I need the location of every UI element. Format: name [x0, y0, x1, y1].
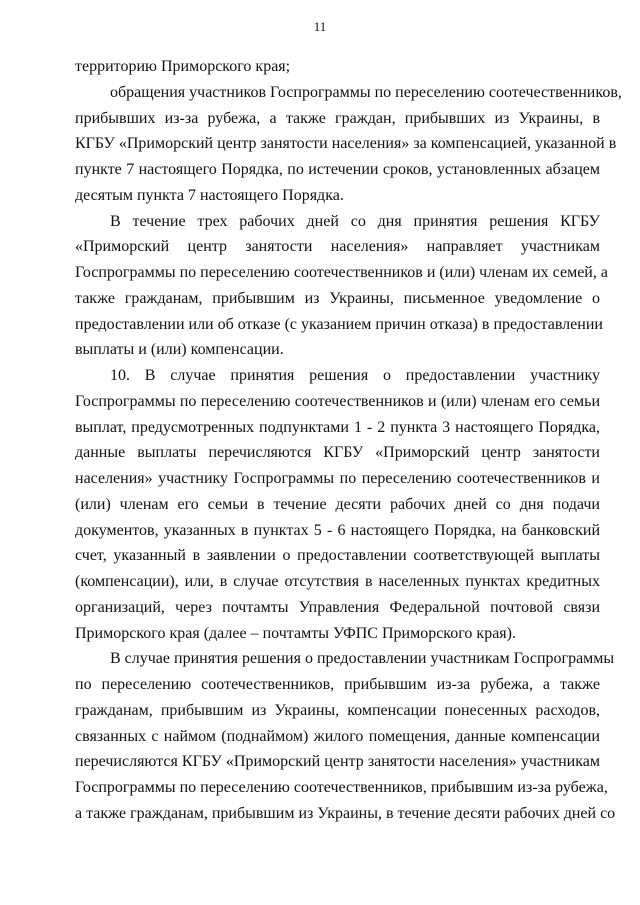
text-line: прибывших из-за рубежа, а также граждан, прибывших из Украины, в [75, 109, 600, 127]
text-line: населения» участнику Госпрограммы по переселению соотечественников и [75, 470, 600, 487]
text-line: (компенсации), или, в случае отсутствия в населенных пунктах кредитных [75, 573, 600, 590]
text-line: данные выплаты перечисляются КГБУ «Приморский центр занятости [75, 444, 600, 462]
text-line: а также гражданам, прибывшим из Украины, в течение десяти рабочих дней со [75, 804, 616, 822]
text-line: гражданам, прибывшим из Украины, компенсации понесенных расходов, [75, 701, 600, 719]
text-line: Госпрограммы по переселению соотечественников, прибывшим из-за рубежа, [75, 779, 608, 796]
text-line: организаций, через почтамты Управления Федеральной почтовой связи [75, 598, 600, 616]
paragraph [75, 80, 622, 209]
text-line: пункте 7 настоящего Порядка, по истечении сроков, установленных абзацем [75, 161, 600, 178]
text-line: перечисляются КГБУ «Приморский центр занятости населения» участникам [75, 753, 600, 771]
text-line: В течение трех рабочих дней со дня принятия решения КГБУ [110, 212, 600, 230]
text-line: В случае принятия решения о предоставлении участникам Госпрограммы [110, 650, 615, 668]
paragraph [75, 209, 608, 364]
text-line: КГБУ «Приморский центр занятости населения» за компенсацией, указанной в [75, 135, 617, 153]
text-line: по переселению соотечественников, прибывшим из-за рубежа, а также [75, 676, 600, 693]
text-line: «Приморский центр занятости населения» направляет участникам [75, 238, 600, 256]
text-line: Госпрограммы по переселению соотечественников и (или) членам его семьи [75, 392, 600, 410]
text-line: счет, указанный в заявлении о предоставлении соответствующей выплаты [75, 547, 600, 565]
document-body [75, 54, 622, 827]
page-number: 11 [313, 19, 327, 34]
text-line: выплаты и (или) компенсации. [75, 341, 284, 359]
text-line: связанных с наймом (поднаймом) жилого помещения, данные компенсации [75, 727, 600, 745]
text-line: выплат, предусмотренных подпунктами 1 - 2 пункта 3 настоящего Порядка, [75, 418, 600, 436]
text-line: документов, указанных в пунктах 5 - 6 настоящего Порядка, на банковский [75, 521, 600, 539]
paragraph [75, 363, 600, 646]
text-line: Госпрограммы по переселению соотечественников и (или) членам их семей, а [75, 264, 608, 281]
text-line: (или) членам его семьи в течение десяти рабочих дней со дня подачи [75, 495, 600, 513]
text-line: 10. В случае принятия решения о предоставлении участнику [110, 367, 600, 384]
text-line: Приморского края (далее – почтамты УФПС Приморского края). [75, 624, 516, 642]
paragraph [75, 646, 616, 826]
text-line: также гражданам, прибывшим из Украины, письменное уведомление о [75, 289, 600, 307]
paragraph [75, 54, 600, 80]
text-line: территорию Приморского края; [75, 58, 291, 75]
text-line: десятым пункта 7 настоящего Порядка. [75, 186, 344, 204]
text-line: предоставлении или об отказе (с указанием причин отказа) в предоставлении [75, 315, 603, 333]
text-line: обращения участников Госпрограммы по переселению соотечественников, [110, 83, 622, 101]
